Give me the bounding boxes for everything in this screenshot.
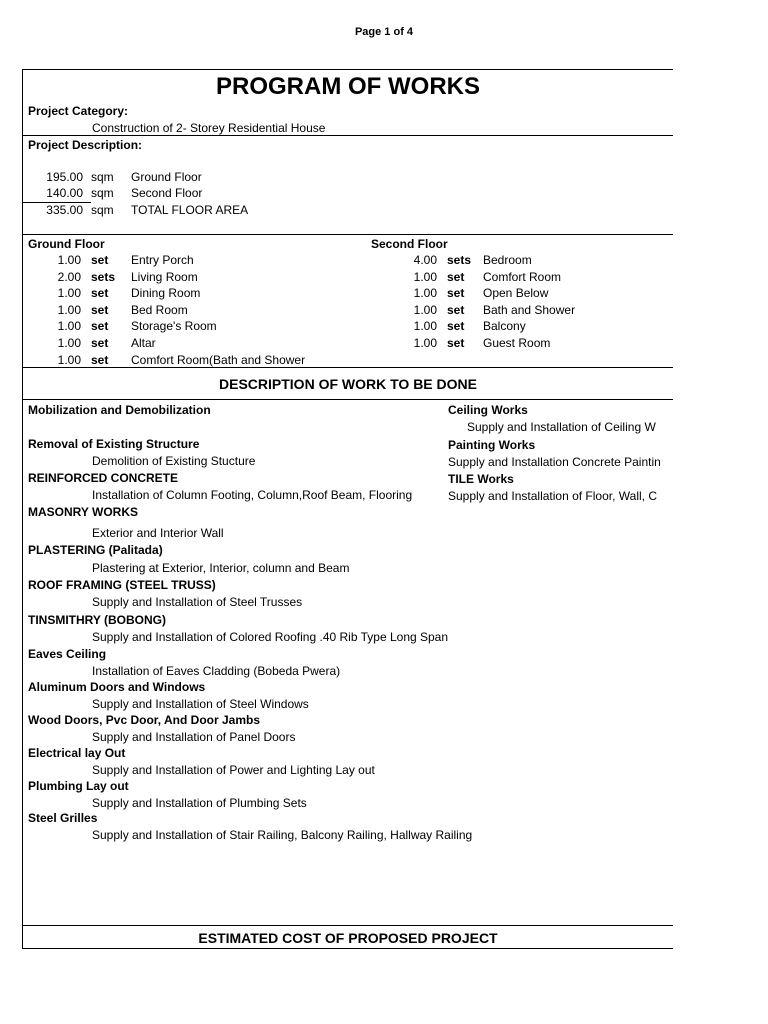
room-qty: 1.00 bbox=[413, 269, 437, 284]
work-heading: Removal of Existing Structure bbox=[28, 437, 200, 451]
room-unit: sets bbox=[447, 253, 472, 267]
total-area-desc: TOTAL FLOOR AREA bbox=[131, 203, 249, 217]
work-detail: Plastering at Exterior, Interior, column and Beam bbox=[92, 561, 350, 575]
work-heading: REINFORCED CONCRETE bbox=[28, 471, 179, 485]
area-desc: Second Floor bbox=[131, 186, 203, 200]
area-qty: 140.00 bbox=[46, 186, 83, 200]
work-detail: Supply and Installation Concrete Paintin bbox=[448, 455, 661, 469]
room-name: Comfort Room(Bath and Shower bbox=[131, 352, 306, 367]
work-heading: MASONRY WORKS bbox=[28, 505, 139, 519]
second-floor-label: Second Floor bbox=[371, 237, 448, 251]
room-qty: 1.00 bbox=[57, 319, 81, 334]
room-qty: 1.00 bbox=[57, 302, 81, 317]
room-name: Bath and Shower bbox=[483, 302, 576, 317]
divider bbox=[23, 135, 673, 136]
room-qty: 1.00 bbox=[57, 253, 81, 267]
room-unit: sets bbox=[91, 269, 116, 284]
work-heading: Ceiling Works bbox=[448, 403, 528, 417]
room-name: Storage's Room bbox=[131, 319, 217, 334]
room-qty: 4.00 bbox=[413, 253, 437, 267]
room-unit: set bbox=[91, 336, 109, 350]
room-name: Comfort Room bbox=[483, 269, 562, 284]
room-unit: set bbox=[91, 352, 109, 367]
estimated-cost-title: ESTIMATED COST OF PROPOSED PROJECT bbox=[198, 930, 498, 946]
work-detail: Supply and Installation of Steel Trusses bbox=[92, 595, 303, 609]
room-unit: set bbox=[91, 319, 109, 334]
ground-floor-label: Ground Floor bbox=[28, 237, 105, 251]
room-qty: 1.00 bbox=[57, 286, 81, 301]
work-description-title: DESCRIPTION OF WORK TO BE DONE bbox=[219, 376, 477, 392]
room-qty: 1.00 bbox=[413, 286, 437, 301]
divider bbox=[23, 234, 673, 235]
room-name: Bedroom bbox=[483, 253, 532, 267]
divider bbox=[23, 367, 673, 368]
room-qty: 1.00 bbox=[57, 336, 81, 350]
room-name: Bed Room bbox=[131, 302, 188, 317]
work-detail: Exterior and Interior Wall bbox=[92, 526, 224, 540]
work-detail: Installation of Column Footing, Column,Roof Beam, Flooring bbox=[92, 488, 413, 502]
room-name: Open Below bbox=[483, 286, 549, 301]
work-heading: Aluminum Doors and Windows bbox=[28, 680, 206, 694]
work-heading: Eaves Ceiling bbox=[28, 647, 107, 661]
work-heading: Steel Grilles bbox=[28, 811, 98, 825]
room-qty: 1.00 bbox=[413, 336, 437, 350]
document-title: PROGRAM OF WORKS bbox=[216, 73, 480, 100]
work-heading: Mobilization and Demobilization bbox=[28, 403, 211, 417]
divider bbox=[23, 925, 673, 926]
room-name: Dining Room bbox=[131, 286, 201, 301]
work-detail: Supply and Installation of Power and Lighting Lay out bbox=[92, 763, 375, 777]
room-qty: 1.00 bbox=[57, 352, 81, 367]
room-unit: set bbox=[447, 269, 465, 284]
top-border bbox=[23, 69, 673, 70]
work-detail: Supply and Installation of Panel Doors bbox=[92, 730, 296, 744]
room-unit: set bbox=[447, 319, 465, 334]
work-heading: TILE Works bbox=[448, 472, 514, 486]
work-heading: Electrical lay Out bbox=[28, 746, 126, 760]
room-unit: set bbox=[91, 286, 109, 301]
work-detail: Supply and Installation of Plumbing Sets bbox=[92, 796, 307, 810]
room-qty: 1.00 bbox=[413, 319, 437, 334]
divider bbox=[23, 948, 673, 949]
room-name: Living Room bbox=[131, 269, 198, 284]
work-detail: Supply and Installation of Colored Roofing .40 Rib Type Long Span bbox=[92, 630, 449, 644]
room-unit: set bbox=[91, 302, 109, 317]
total-area-qty: 335.00 bbox=[46, 203, 83, 217]
room-unit: set bbox=[91, 253, 109, 267]
work-heading: TINSMITHRY (BOBONG) bbox=[28, 613, 166, 627]
total-area-unit: sqm bbox=[91, 203, 114, 217]
program-of-works-sheet bbox=[22, 69, 673, 949]
room-qty: 1.00 bbox=[413, 302, 437, 317]
work-heading: Painting Works bbox=[448, 438, 536, 452]
work-heading: Wood Doors, Pvc Door, And Door Jambs bbox=[28, 713, 261, 727]
area-desc: Ground Floor bbox=[131, 170, 202, 184]
room-name: Guest Room bbox=[483, 336, 551, 350]
work-detail: Supply and Installation of Ceiling W bbox=[467, 420, 656, 434]
divider bbox=[23, 399, 673, 400]
project-description-label: Project Description: bbox=[28, 138, 143, 152]
work-heading: PLASTERING (Palitada) bbox=[28, 543, 163, 557]
work-heading: ROOF FRAMING (STEEL TRUSS) bbox=[28, 578, 216, 592]
room-unit: set bbox=[447, 302, 465, 317]
room-unit: set bbox=[447, 336, 465, 350]
page-number: Page 1 of 4 bbox=[354, 26, 414, 38]
work-detail: Supply and Installation of Stair Railing, Balcony Railing, Hallway Railing bbox=[92, 828, 473, 842]
project-category-value: Construction of 2- Storey Residential House bbox=[92, 121, 326, 135]
project-category-label: Project Category: bbox=[28, 104, 129, 118]
work-heading: Plumbing Lay out bbox=[28, 779, 129, 793]
area-unit: sqm bbox=[91, 186, 114, 200]
work-detail: Supply and Installation of Floor, Wall, C bbox=[448, 489, 657, 503]
area-unit: sqm bbox=[91, 170, 114, 184]
room-name: Balcony bbox=[483, 319, 526, 334]
room-name: Altar bbox=[131, 336, 156, 350]
work-detail: Demolition of Existing Stucture bbox=[92, 454, 256, 468]
work-detail: Installation of Eaves Cladding (Bobeda Pwera) bbox=[92, 664, 341, 678]
room-qty: 2.00 bbox=[57, 269, 81, 284]
area-qty: 195.00 bbox=[46, 170, 83, 184]
room-name: Entry Porch bbox=[131, 253, 194, 267]
room-unit: set bbox=[447, 286, 465, 301]
work-detail: Supply and Installation of Steel Windows bbox=[92, 697, 309, 711]
